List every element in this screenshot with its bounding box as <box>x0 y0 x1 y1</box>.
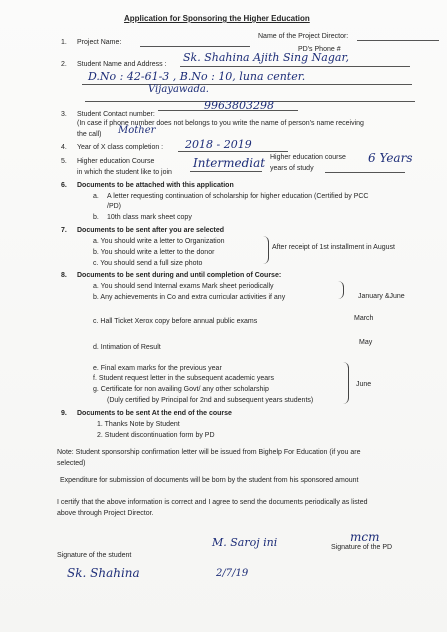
item-3-number: 3. <box>61 111 67 118</box>
director-line <box>357 40 439 41</box>
project-name-line <box>140 46 250 47</box>
item-7b: b. You should write a letter to the donor <box>93 249 215 256</box>
item-8d-schedule: May <box>359 339 373 346</box>
item-4-number: 4. <box>61 144 67 151</box>
item-9-number: 9. <box>61 410 67 417</box>
item-2-number: 2. <box>61 61 67 68</box>
years-of-study-label-b: years of study <box>270 165 314 172</box>
item-6b-letter: b. <box>93 214 99 221</box>
student-signature-label: Signature of the student <box>57 552 132 559</box>
item-8g-line-1: g. Certificate for non availing Govt/ any other scholarship <box>93 386 269 393</box>
course-line <box>190 171 262 172</box>
item-6a-text-1: A letter requesting continuation of scholarship for higher education (Certified by PCC <box>107 193 369 200</box>
item-6a-letter: a. <box>93 193 99 200</box>
item-8c: c. Hall Ticket Xerox copy before annual public exams <box>93 318 258 325</box>
x-class-year-line <box>178 151 288 152</box>
note-line-2: selected) <box>57 460 86 467</box>
contact-note-line-1: (In case if phone number does not belongs to you write the name of person's name receiving <box>77 120 364 127</box>
middle-signature-handwritten: M. Saroj ini <box>212 536 278 549</box>
contact-number-line <box>158 110 298 111</box>
item-1-number: 1. <box>61 39 67 46</box>
pd-signature-label: Signature of the PD <box>331 544 393 551</box>
address-line-1 <box>180 66 410 67</box>
item-6b-text: 10th class mark sheet copy <box>107 214 192 221</box>
contact-number-handwritten: 9963803298 <box>204 99 274 112</box>
documents-after-selection-heading: Documents to be sent after you are selected <box>77 227 225 234</box>
item-8g-line-2: (Duly certified by Principal for 2nd and subsequent years students) <box>107 397 314 404</box>
x-class-year-handwritten: 2018 - 2019 <box>185 138 252 151</box>
expenditure-note: Expenditure for submission of documents will be born by the student from his sponsored amount <box>60 477 359 484</box>
certification-line-1: I certify that the above information is correct and I agree to send the documents periodically as listed <box>57 499 368 506</box>
pd-signature-handwritten: mcm <box>350 530 380 544</box>
item-9-1: 1. Thanks Note by Student <box>97 421 180 428</box>
documents-end-course-heading: Documents to be sent At the end of the course <box>77 410 232 417</box>
contact-note-line-2: the call) <box>77 131 102 138</box>
course-handwritten: Intermediat <box>193 156 266 170</box>
item-7a: a. You should write a letter to Organization <box>93 238 225 245</box>
documents-attached-heading: Documents to be attached with this application <box>77 182 234 189</box>
address-handwritten-line-2: D.No : 42-61-3 , B.No : 10, luna center. <box>88 70 306 83</box>
higher-education-course-label: Higher education Course <box>77 158 155 165</box>
student-signature-handwritten: Sk. Shahina <box>67 566 140 580</box>
date-handwritten: 2/7/19 <box>216 568 249 579</box>
certification-line-2: above through Project Director. <box>57 510 154 517</box>
contact-relation-handwritten: Mother <box>118 125 156 136</box>
director-label: Name of the Project Director: <box>258 33 349 40</box>
item-8c-schedule: March <box>354 315 374 322</box>
item-8f: f. Student request letter in the subsequent academic years <box>93 375 274 382</box>
item-7c: c. You should send a full size photo <box>93 260 203 267</box>
item-9-2: 2. Student discontinuation form by PD <box>97 432 215 439</box>
pd-phone-label: PD's Phone # <box>298 46 341 53</box>
x-class-year-label: Year of X class completion : <box>77 144 164 151</box>
item-8e: e. Final exam marks for the previous year <box>93 365 222 372</box>
item-8efg-bracket <box>343 362 349 404</box>
years-of-study-line <box>325 172 405 173</box>
years-of-study-label-a: Higher education course <box>270 154 346 161</box>
years-of-study-handwritten: 6 Years <box>368 151 413 165</box>
course-to-join-label: in which the student like to join <box>77 169 172 176</box>
contact-number-label: Student Contact number: <box>77 111 155 118</box>
item-8a: a. You should send Internal exams Mark sheet periodically <box>93 283 274 290</box>
item-8ab-bracket <box>338 281 344 299</box>
address-line-2 <box>82 84 412 85</box>
documents-during-course-heading: Documents to be sent during and until completion of Course: <box>77 272 282 279</box>
address-handwritten-line-3: Vijayawada. <box>148 84 209 95</box>
item-7-bracket <box>263 236 269 264</box>
student-name-handwritten: Sk. Shahina Ajith Sing Nagar, <box>183 51 349 64</box>
item-7-number: 7. <box>61 227 67 234</box>
item-8b: b. Any achievements in Co and extra curricular activities if any <box>93 294 286 301</box>
item-8efg-schedule: June <box>356 381 372 388</box>
item-6a-text-2: /PD) <box>107 203 121 210</box>
form-title: Application for Sponsoring the Higher Education <box>124 14 310 23</box>
item-5-number: 5. <box>61 158 67 165</box>
item-8d: d. Intimation of Result <box>93 344 161 351</box>
item-7-installment-note: After receipt of 1st installment in August <box>272 244 395 251</box>
item-8-number: 8. <box>61 272 67 279</box>
item-8ab-schedule: January &June <box>358 293 405 300</box>
item-6-number: 6. <box>61 182 67 189</box>
note-line-1: Note: Student sponsorship confirmation letter will be issued from Bighelp For Education (if you are <box>57 449 361 456</box>
student-name-address-label: Student Name and Address : <box>77 61 167 68</box>
project-name-label: Project Name: <box>77 39 122 46</box>
